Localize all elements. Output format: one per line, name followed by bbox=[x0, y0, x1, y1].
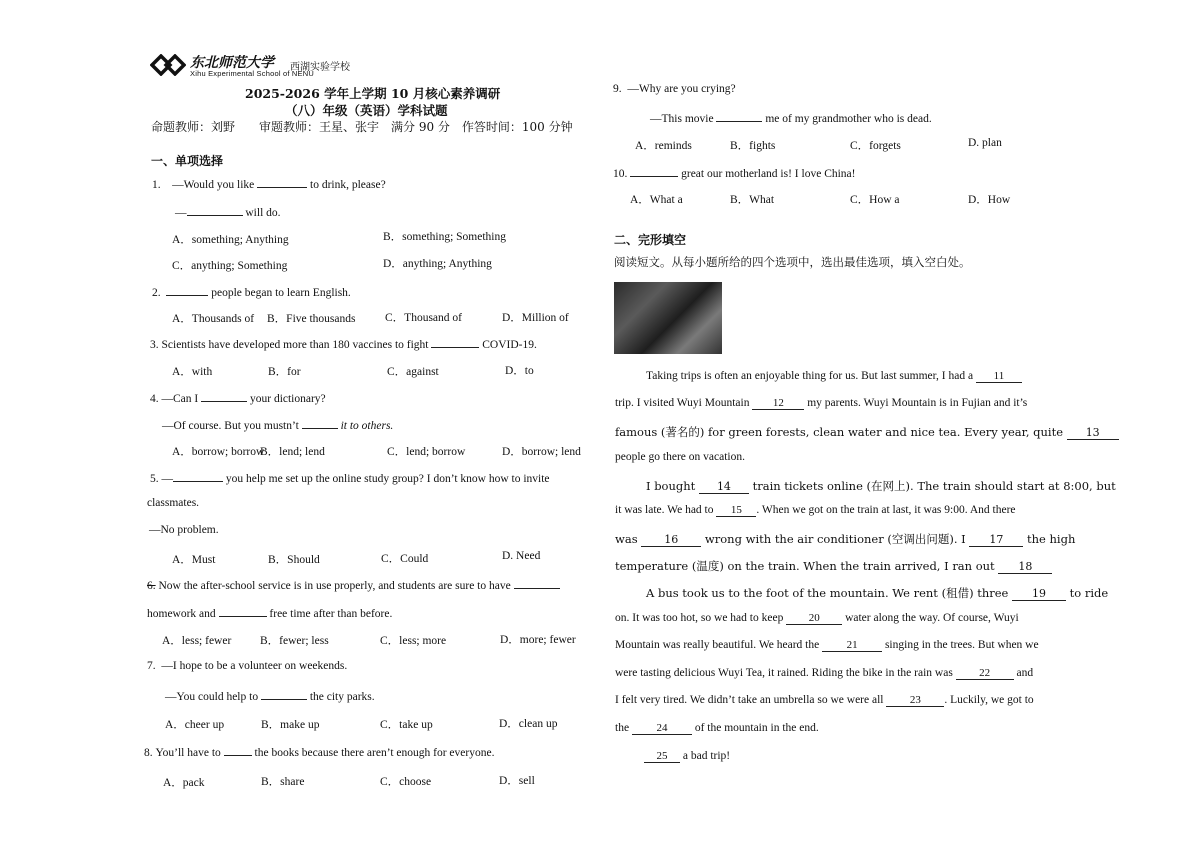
option-a[interactable]: A．with bbox=[172, 366, 213, 378]
cloze-blank[interactable]: 18 bbox=[998, 560, 1052, 574]
cloze-blank[interactable]: 19 bbox=[1012, 587, 1066, 601]
option-c[interactable]: C．against bbox=[387, 366, 439, 378]
question-1: 1. —Would you like to drink, please? bbox=[152, 176, 386, 191]
option-d[interactable]: D．more; fewer bbox=[500, 634, 576, 646]
cloze-blank[interactable]: 15 bbox=[716, 504, 756, 517]
cloze-instruction: 阅读短文。从每小题所给的四个选项中，选出最佳选项，填入空白处。 bbox=[614, 255, 971, 269]
question-5-line3: —No problem. bbox=[149, 524, 219, 536]
cloze-blank[interactable]: 14 bbox=[699, 480, 749, 494]
passage-line: it was late. We had to 15 . When we got on the train at last, it was 9:00. And there bbox=[615, 504, 1016, 516]
exam-title: 2025-2026 学年上学期 10 月核心素养调研 bbox=[245, 86, 501, 101]
answer-blank[interactable] bbox=[302, 417, 338, 429]
option-d[interactable]: D．borrow; lend bbox=[502, 446, 581, 458]
option-c[interactable]: C．choose bbox=[380, 776, 432, 788]
question-5: 5. — you help me set up the online study group? I don’t know how to invite bbox=[150, 470, 550, 485]
passage-line: I bought 14 train tickets online (在网上). The train should start at 8:00, but bbox=[646, 479, 1116, 493]
option-b[interactable]: B．fights bbox=[730, 140, 776, 152]
question-5-line2: classmates. bbox=[147, 497, 200, 509]
passage-line: Taking trips is often an enjoyable thing for us. But last summer, I had a 11 bbox=[646, 370, 1022, 383]
option-a[interactable]: A．What a bbox=[630, 194, 683, 206]
passage-line: trip. I visited Wuyi Mountain 12 my parents. Wuyi Mountain is in Fujian and it’s bbox=[615, 397, 1028, 409]
option-b[interactable]: B．Five thousands bbox=[267, 313, 356, 325]
school-name-cn: 东北师范大学 bbox=[190, 55, 274, 71]
option-a[interactable]: A．Thousands of bbox=[172, 313, 255, 325]
option-d[interactable]: D．clean up bbox=[499, 718, 558, 730]
cloze-blank[interactable]: 13 bbox=[1067, 426, 1119, 440]
option-c[interactable]: C．Thousand of bbox=[385, 312, 462, 324]
passage-line: people go there on vacation. bbox=[615, 451, 745, 463]
option-c[interactable]: C．anything; Something bbox=[172, 260, 288, 272]
answer-blank[interactable] bbox=[201, 390, 247, 402]
answer-blank[interactable] bbox=[257, 176, 307, 188]
cloze-blank[interactable]: 17 bbox=[969, 533, 1023, 547]
cloze-blank[interactable]: 24 bbox=[632, 722, 692, 735]
option-d[interactable]: D. plan bbox=[968, 137, 1002, 149]
cloze-blank[interactable]: 11 bbox=[976, 370, 1022, 383]
section-heading-cloze: 二、完形填空 bbox=[614, 233, 687, 247]
cloze-blank[interactable]: 21 bbox=[822, 639, 882, 652]
passage-line: 25 a bad trip! bbox=[644, 750, 730, 763]
passage-line: the 24 of the mountain in the end. bbox=[615, 722, 819, 734]
passage-line: I felt very tired. We didn’t take an umbrella so we were all 23 . Luckily, we got to bbox=[615, 694, 1034, 706]
cloze-blank[interactable]: 12 bbox=[752, 397, 804, 410]
answer-blank[interactable] bbox=[166, 284, 208, 296]
option-c[interactable]: C．lend; borrow bbox=[387, 446, 466, 458]
question-3: 3. Scientists have developed more than 180 vaccines to fight COVID-19. bbox=[150, 336, 537, 351]
exam-subtitle: （八）年级（英语）学科试题 bbox=[285, 103, 448, 118]
option-b[interactable]: B．lend; lend bbox=[260, 446, 325, 458]
school-name-en: Xihu Experimental School of NENU bbox=[190, 69, 314, 78]
option-a[interactable]: A．less; fewer bbox=[162, 635, 232, 647]
option-b[interactable]: B．make up bbox=[261, 719, 320, 731]
option-a[interactable]: A．pack bbox=[163, 777, 205, 789]
option-a[interactable]: A．borrow; borrow bbox=[172, 446, 265, 458]
school-logo-icon bbox=[150, 54, 186, 76]
passage-line: Mountain was really beautiful. We heard the 21 singing in the trees. But when we bbox=[615, 639, 1039, 651]
question-9-line2: —This movie me of my grandmother who is dead. bbox=[650, 110, 932, 125]
option-b[interactable]: B．What bbox=[730, 194, 775, 206]
cloze-blank[interactable]: 25 bbox=[644, 750, 680, 763]
option-b[interactable]: B．for bbox=[268, 366, 301, 378]
exam-info: 命题教师：刘野 审题教师：王星、张宇 满分 90 分 作答时间：100 分钟 bbox=[151, 120, 573, 134]
passage-line: A bus took us to the foot of the mountain. We rent (租借) three 19 to ride bbox=[646, 586, 1109, 600]
option-b[interactable]: B．share bbox=[261, 776, 305, 788]
answer-blank[interactable] bbox=[514, 577, 560, 589]
cloze-blank[interactable]: 23 bbox=[886, 694, 944, 707]
school-branch-cn: 西湖实验学校 bbox=[290, 62, 350, 73]
option-d[interactable]: D．sell bbox=[499, 775, 535, 787]
passage-line: famous (著名的) for green forests, clean water and nice tea. Every year, quite 13 bbox=[615, 424, 1119, 440]
answer-blank[interactable] bbox=[173, 470, 223, 482]
question-8: 8. You’ll have to the books because there aren’t enough for everyone. bbox=[144, 744, 494, 759]
passage-photo bbox=[614, 282, 722, 354]
passage-line: on. It was too hot, so we had to keep 20 water along the way. Of course, Wuyi bbox=[615, 612, 1019, 624]
option-d[interactable]: D．How bbox=[968, 194, 1011, 206]
question-4: 4. —Can I your dictionary? bbox=[150, 390, 326, 405]
option-a[interactable]: A．something; Anything bbox=[172, 234, 289, 246]
option-b[interactable]: B．fewer; less bbox=[260, 635, 329, 647]
option-d[interactable]: D．to bbox=[505, 365, 534, 377]
option-c[interactable]: C．Could bbox=[381, 553, 429, 565]
answer-blank[interactable] bbox=[219, 605, 267, 617]
option-a[interactable]: A．Must bbox=[172, 554, 216, 566]
option-c[interactable]: C．less; more bbox=[380, 635, 447, 647]
passage-line: was 16 wrong with the air conditioner (空调出问题). I 17 the high bbox=[615, 532, 1076, 546]
cloze-blank[interactable]: 16 bbox=[641, 533, 701, 547]
option-d[interactable]: D．Million of bbox=[502, 312, 569, 324]
answer-blank[interactable] bbox=[630, 165, 678, 177]
answer-blank[interactable] bbox=[431, 336, 479, 348]
answer-blank[interactable] bbox=[716, 110, 762, 122]
option-c[interactable]: C．How a bbox=[850, 194, 900, 206]
question-4-line2: —Of course. But you mustn’t it to others. bbox=[162, 417, 393, 432]
cloze-blank[interactable]: 20 bbox=[786, 612, 842, 625]
question-2: 2. people began to learn English. bbox=[152, 284, 351, 299]
option-b[interactable]: B．something; Something bbox=[383, 231, 506, 243]
question-6: 6. Now the after-school service is in use properly, and students are sure to have bbox=[147, 577, 560, 592]
question-9: 9. —Why are you crying? bbox=[613, 83, 736, 95]
question-7: 7. —I hope to be a volunteer on weekends. bbox=[147, 660, 348, 672]
option-c[interactable]: C．take up bbox=[380, 719, 433, 731]
passage-line: were tasting delicious Wuyi Tea, it rained. Riding the bike in the rain was 22 and bbox=[615, 667, 1034, 679]
option-d[interactable]: D. Need bbox=[502, 550, 541, 562]
question-10: 10. great our motherland is! I love China! bbox=[613, 165, 856, 180]
option-c[interactable]: C．forgets bbox=[850, 140, 901, 152]
option-b[interactable]: B．Should bbox=[268, 554, 320, 566]
question-7-line2: —You could help to the city parks. bbox=[165, 688, 375, 703]
cloze-blank[interactable]: 22 bbox=[956, 667, 1014, 680]
option-a[interactable]: A．cheer up bbox=[165, 719, 225, 731]
section-heading-choice: 一、单项选择 bbox=[151, 154, 224, 168]
answer-blank[interactable] bbox=[261, 688, 307, 700]
option-d[interactable]: D．anything; Anything bbox=[383, 258, 492, 270]
question-6-line2: homework and free time after than before. bbox=[147, 605, 392, 620]
option-a[interactable]: A．reminds bbox=[635, 140, 692, 152]
answer-blank[interactable] bbox=[224, 744, 252, 756]
answer-blank[interactable] bbox=[187, 204, 243, 216]
question-1-line2: — will do. bbox=[175, 204, 281, 219]
passage-line: temperature (温度) on the train. When the train arrived, I ran out 18 bbox=[615, 558, 1052, 574]
